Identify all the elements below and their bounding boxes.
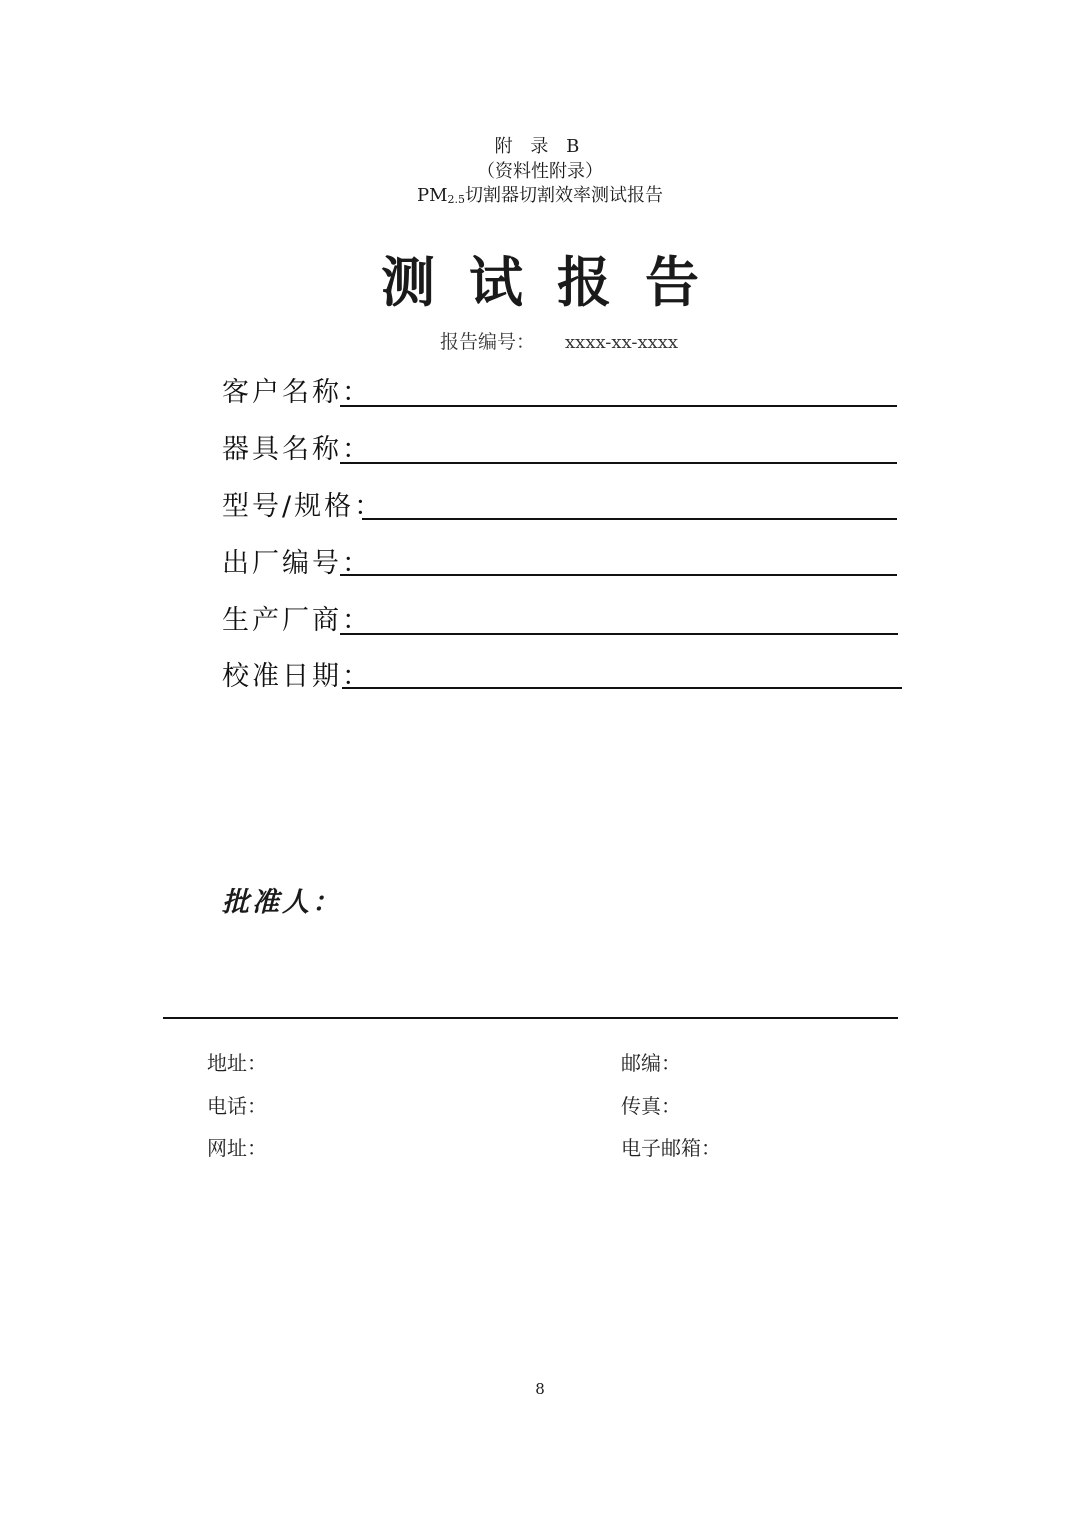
field-line-instrument[interactable] bbox=[340, 462, 897, 464]
field-label-manufacturer: 生产厂商： bbox=[222, 605, 372, 636]
contact-email-label: 电子邮箱： bbox=[621, 1136, 721, 1160]
field-line-model[interactable] bbox=[362, 518, 897, 520]
report-number-label: 报告编号： bbox=[440, 331, 536, 353]
field-label-calibration-date: 校准日期： bbox=[222, 661, 372, 692]
field-line-customer[interactable] bbox=[340, 405, 897, 407]
report-number bbox=[440, 327, 678, 354]
contact-fax-label: 传真： bbox=[621, 1094, 681, 1118]
contact-phone-label: 电话： bbox=[207, 1094, 267, 1118]
subject-prefix: PM bbox=[416, 185, 448, 206]
report-subject bbox=[0, 181, 1080, 207]
contact-postcode-label: 邮编： bbox=[621, 1051, 681, 1075]
approver-label: 批准人： bbox=[222, 887, 342, 918]
field-line-calibration-date[interactable] bbox=[342, 687, 902, 689]
field-label-instrument: 器具名称： bbox=[222, 434, 372, 465]
contact-address-label: 地址： bbox=[207, 1051, 267, 1075]
report-number-value: xxxx-xx-xxxx bbox=[565, 332, 679, 353]
contact-website-label: 网址： bbox=[207, 1136, 267, 1160]
page-number: 8 bbox=[535, 1380, 545, 1398]
field-label-serial: 出厂编号： bbox=[222, 548, 372, 579]
footer-divider bbox=[163, 1017, 898, 1019]
field-label-model: 型号/规格： bbox=[222, 491, 385, 522]
field-line-serial[interactable] bbox=[340, 574, 897, 576]
report-heading: 测试报告 bbox=[381, 251, 733, 314]
field-label-customer: 客户名称： bbox=[222, 377, 372, 408]
subject-rest: 切割器切割效率测试报告 bbox=[465, 185, 664, 206]
subject-subscript: 2.5 bbox=[447, 193, 466, 206]
appendix-note: （资料性附录） bbox=[477, 161, 603, 182]
appendix-title: 附 录 B bbox=[494, 136, 586, 157]
field-line-manufacturer[interactable] bbox=[340, 633, 898, 635]
